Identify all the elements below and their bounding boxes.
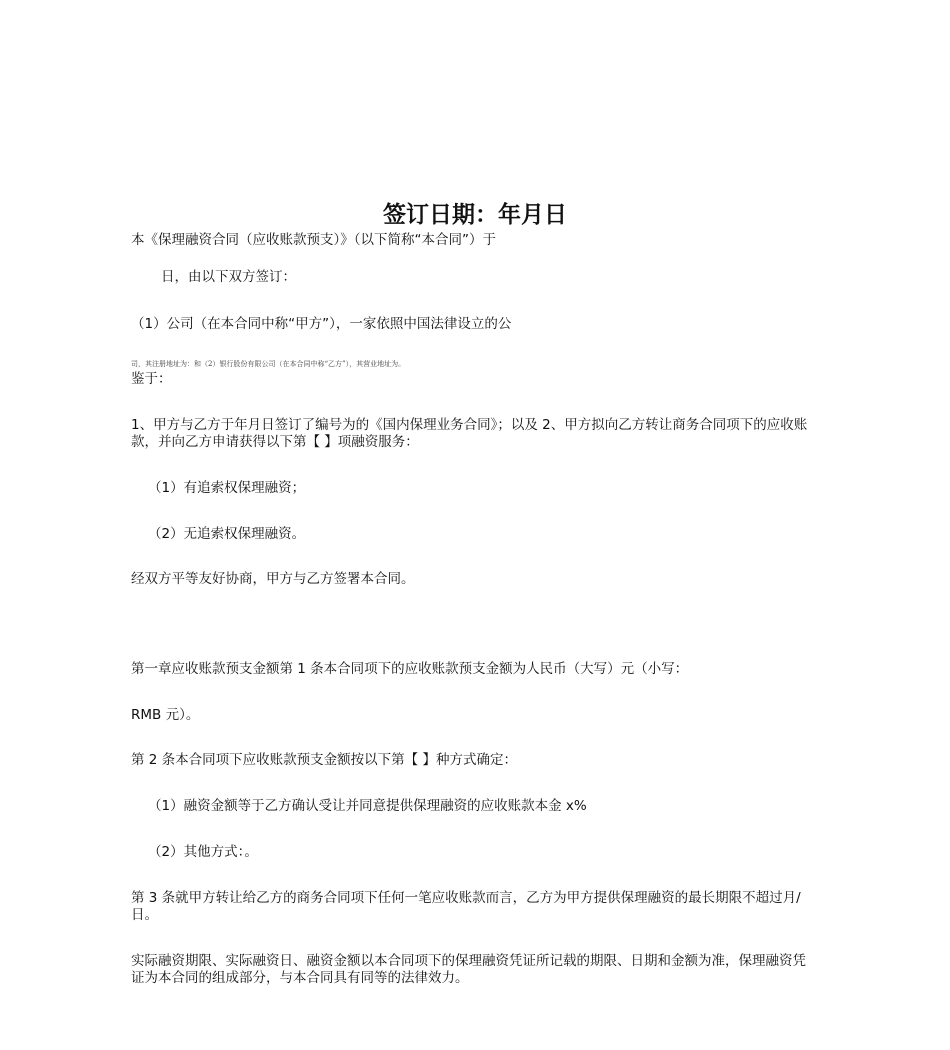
party-a-line: （1）公司（在本合同中称“甲方”），一家依照中国法律设立的公 bbox=[131, 316, 512, 332]
article-2: 第 2 条本合同项下应收账款预支金额按以下第【 】种方式确定： bbox=[131, 752, 517, 768]
party-address-note: 司，其注册地址为：和（2）银行股份有限公司（在本合同中称“乙方”），其营业地址为。 bbox=[131, 360, 406, 368]
document-title: 签订日期：年月日 bbox=[383, 202, 567, 228]
article-2-option-2: （2）其他方式：。 bbox=[148, 844, 258, 860]
rmb-amount-line: RMB 元）。 bbox=[131, 707, 200, 723]
actual-financing-terms: 实际融资期限、实际融资日、融资金额以本合同项下的保理融资凭证所记载的期限、日期和金额为准，保理融资凭证为本合同的组成部分，与本合同具有同等的法律效力。 bbox=[131, 953, 806, 986]
article-2-option-1: （1）融资金额等于乙方确认受让并同意提供保理融资的应收账款本金 x% bbox=[148, 798, 587, 814]
recital-paragraph: 1、甲方与乙方于年月日签订了编号为的《国内保理业务合同》；以及 2、甲方拟向乙方转让商务合同项下的应收账款，并向乙方申请获得以下第【 】项融资服务： bbox=[131, 417, 808, 450]
recital-option-1: （1）有追索权保理融资； bbox=[148, 480, 306, 496]
article-3: 第 3 条就甲方转让给乙方的商务合同项下任何一笔应收账款而言，乙方为甲方提供保理融资的最长期限不超过月/日。 bbox=[131, 890, 801, 923]
signing-date-line: 日，由以下双方签订： bbox=[161, 269, 296, 285]
chapter-1-article-1: 第一章应收账款预支金额第 1 条本合同项下的应收账款预支金额为人民币（大写）元（小写： bbox=[131, 661, 689, 677]
recital-option-2: （2）无追索权保理融资。 bbox=[148, 526, 306, 542]
agreement-statement: 经双方平等友好协商，甲方与乙方签署本合同。 bbox=[131, 571, 415, 587]
whereas-heading: 鉴于： bbox=[131, 371, 172, 387]
contract-intro: 本《保理融资合同（应收账款预支）》（以下简称“本合同”）于 bbox=[131, 232, 496, 248]
